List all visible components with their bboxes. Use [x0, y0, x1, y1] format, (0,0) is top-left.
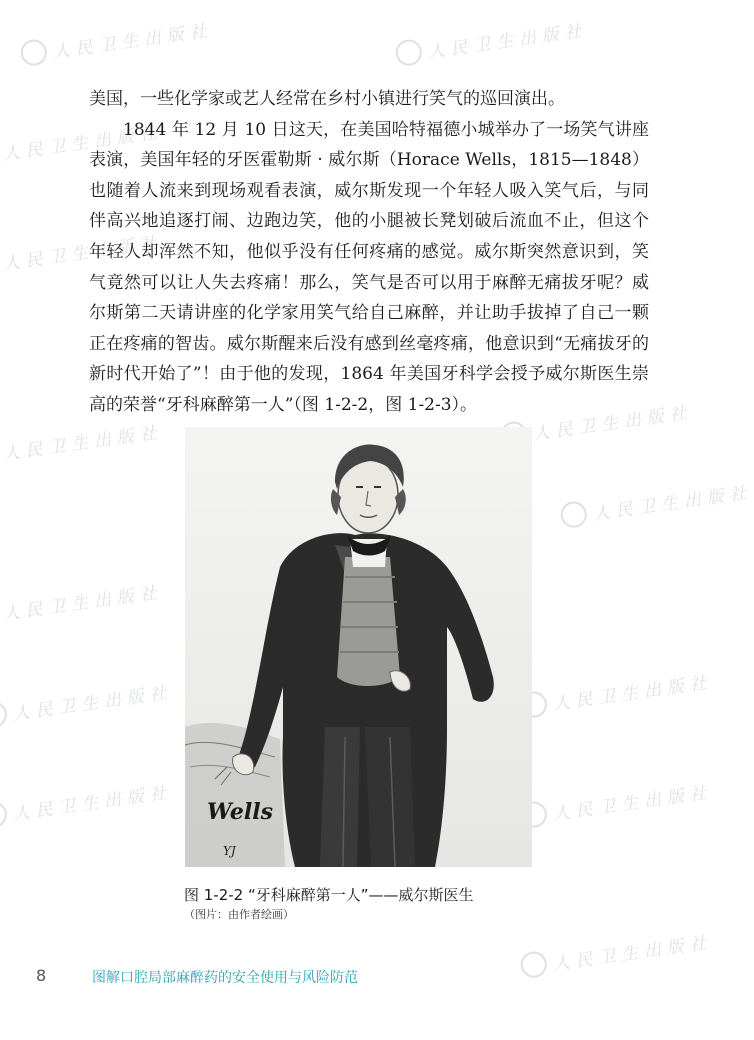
figure-credit: （图片：由作者绘画）: [184, 908, 294, 921]
watermark: 人民卫生出版社: [1, 122, 164, 165]
watermark: 人民卫生出版社: [1, 582, 164, 625]
portrait-drawing: [185, 427, 532, 867]
figure-caption: 图 1-2-2 “牙科麻醉第一人”——威尔斯医生: [184, 886, 474, 904]
watermark: 人民卫生出版社: [519, 777, 714, 830]
watermark: 人民卫生出版社: [19, 15, 214, 68]
watermark: 人民卫生出版社: [1, 232, 164, 275]
body-text: [89, 84, 649, 421]
watermark: 人民卫生出版社: [519, 927, 714, 980]
running-title: 图解口腔局部麻醉药的安全使用与风险防范: [92, 970, 358, 986]
watermark: 人民卫生出版社: [1, 422, 164, 465]
paragraph: 美国，一些化学家或艺人经常在乡村小镇进行笑气的巡回演出。: [89, 89, 565, 109]
signature: Wells: [207, 799, 274, 825]
watermark: 人民卫生出版社: [394, 15, 589, 68]
portrait-figure: [185, 427, 532, 867]
watermark: 人民卫生出版社: [0, 777, 174, 830]
paragraph: 1844 年 12 月 10 日这天，在美国哈特福德小城举办了一场笑气讲座表演，美国年轻的牙医霍勒斯 · 威尔斯（Horace Wells，1815—1848）也随着人流来到现场观看表演，威尔斯发现一个年轻人吸入笑气后，与同伴高兴地追逐打闹、边跑边笑，他的小腿被长凳划破后流血不止，但这个年轻人却浑然不知，他似乎没有任何疼痛的感觉。威尔斯突然意识到，笑气竟然可以让人失去疼痛！那么，笑气是否可以用于麻醉无痛拔牙呢？威尔斯第二天请讲座的化学家用笑气给自己麻醉，并让助手拔掉了自己一颗正在疼痛的智齿。威尔斯醒来后没有感到丝毫疼痛，他意识到“无痛拔牙的新时代开始了”！由于他的发现，1864 年美国牙科学会授予威尔斯医生崇高的荣誉“牙科麻醉第一人”（图 1-2-2，图 1-2-3）。: [89, 119, 649, 415]
watermark: 人民卫生出版社: [559, 477, 754, 530]
watermark: 人民卫生出版社: [0, 677, 174, 730]
watermark: 人民卫生出版社: [519, 667, 714, 720]
page-number: 8: [36, 966, 47, 985]
artist-initials: YJ: [223, 844, 236, 858]
watermark: 人民卫生出版社: [499, 397, 694, 450]
